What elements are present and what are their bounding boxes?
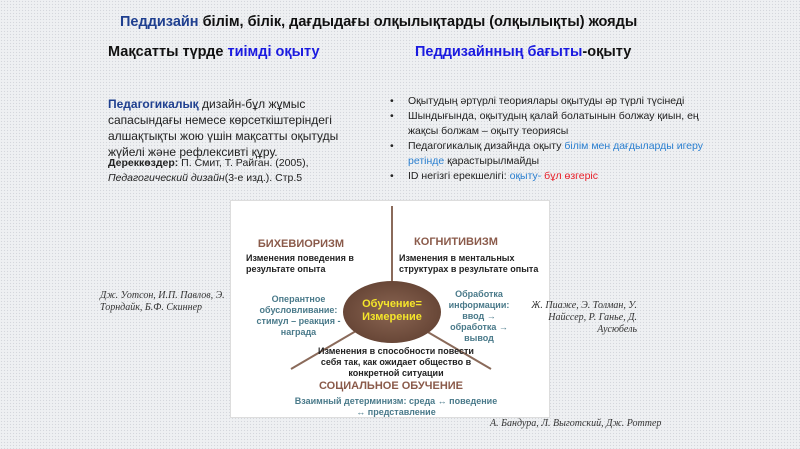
reference-authors: П. Смит, Т. Райган. (2005),	[178, 157, 309, 169]
definition-text: дизайн-бұл жұмыс сапасындағы немесе көрсеткіштеріндегі алшақтықты жою үшін мақсатты оқытуды жүйелі және рефлексивті құру.	[108, 97, 339, 159]
center-ellipse: Обучение= Измерение	[343, 281, 441, 343]
left-heading	[108, 44, 320, 60]
behaviorism-desc: Изменения поведения в результате опыта	[246, 253, 354, 274]
bullet-red: бұл өзгеріс	[541, 170, 599, 182]
cognitivism-sub: Обработка информации: ввод → обработка → вывод	[448, 289, 510, 343]
right-heading	[415, 44, 631, 60]
learning-theories-diagram	[230, 200, 550, 418]
cognitivism-desc: Изменения в ментальных структурах в результате опыта	[399, 253, 539, 274]
social-desc: Изменения в способности повести себя так, как ожидает общество в конкретной ситуации	[318, 346, 474, 378]
social-title: СОЦИАЛЬНОЕ ОБУЧЕНИЕ	[318, 380, 464, 392]
bullet-highlight: білім мен дағдыларды игеру ретінде	[408, 140, 703, 167]
bullet-item	[390, 94, 710, 109]
title-text: білім, білік, дағдыдағы олқылықтарды (олқылықты) жояды	[198, 14, 638, 30]
reference	[108, 156, 378, 186]
reference-book: Педагогический дизайн	[108, 172, 225, 184]
bullet-item	[390, 109, 710, 139]
title-highlight: Педдизайн	[120, 14, 199, 30]
left-heading-highlight: тиімді оқыту	[227, 44, 320, 60]
left-heading-text: Мақсатты түрде	[108, 44, 228, 60]
behaviorism-sub: Оперантное обусловливание: стимул – реакция - награда	[256, 294, 341, 337]
bullet-text: ID негізгі ерекшелігі:	[408, 170, 510, 182]
social-sub: Взаимный детерминизм: среда ↔ поведение ↔ представление	[294, 396, 498, 417]
bullet-item	[390, 139, 710, 169]
reference-label: Дереккөздер:	[108, 157, 179, 169]
bullet-text: Оқытудың әртүрлі теориялары оқытуды әр түрлі түсінеді	[408, 95, 685, 107]
bullet-list	[390, 94, 710, 184]
bullet-text: Шындығында, оқытудың қалай болатынын болжау қиын, ең жақсы болжам – оқыту теориясы	[408, 110, 699, 137]
bullet-item	[390, 169, 710, 184]
right-heading-highlight: Педдизайнның бағыты	[415, 44, 583, 60]
bullet-text: Педагогикалық дизайнда оқыту	[408, 140, 565, 152]
slide-title	[120, 14, 637, 30]
behaviorism-authors: Дж. Уотсон, И.П. Павлов, Э. Торндайк, Б.Ф. Скиннер	[100, 290, 225, 313]
bullet-text-after: қарастырылмайды	[444, 155, 539, 167]
right-heading-text: -оқыту	[582, 44, 632, 60]
cognitivism-authors: Ж. Пиаже, Э. Толман, У. Найссер, Р. Ганье, Д. Аусюбель	[531, 300, 637, 335]
definition	[108, 96, 378, 160]
definition-term: Педагогикалық	[108, 97, 199, 111]
behaviorism-title: БИХЕВИОРИЗМ	[257, 238, 345, 250]
bullet-highlight: оқыту-	[509, 170, 542, 182]
social-authors: А. Бандура, Л. Выготский, Дж. Роттер	[490, 418, 662, 429]
reference-edition: (3-е изд.). Стр.5	[224, 172, 303, 184]
cognitivism-title: КОГНИТИВИЗМ	[414, 236, 498, 248]
